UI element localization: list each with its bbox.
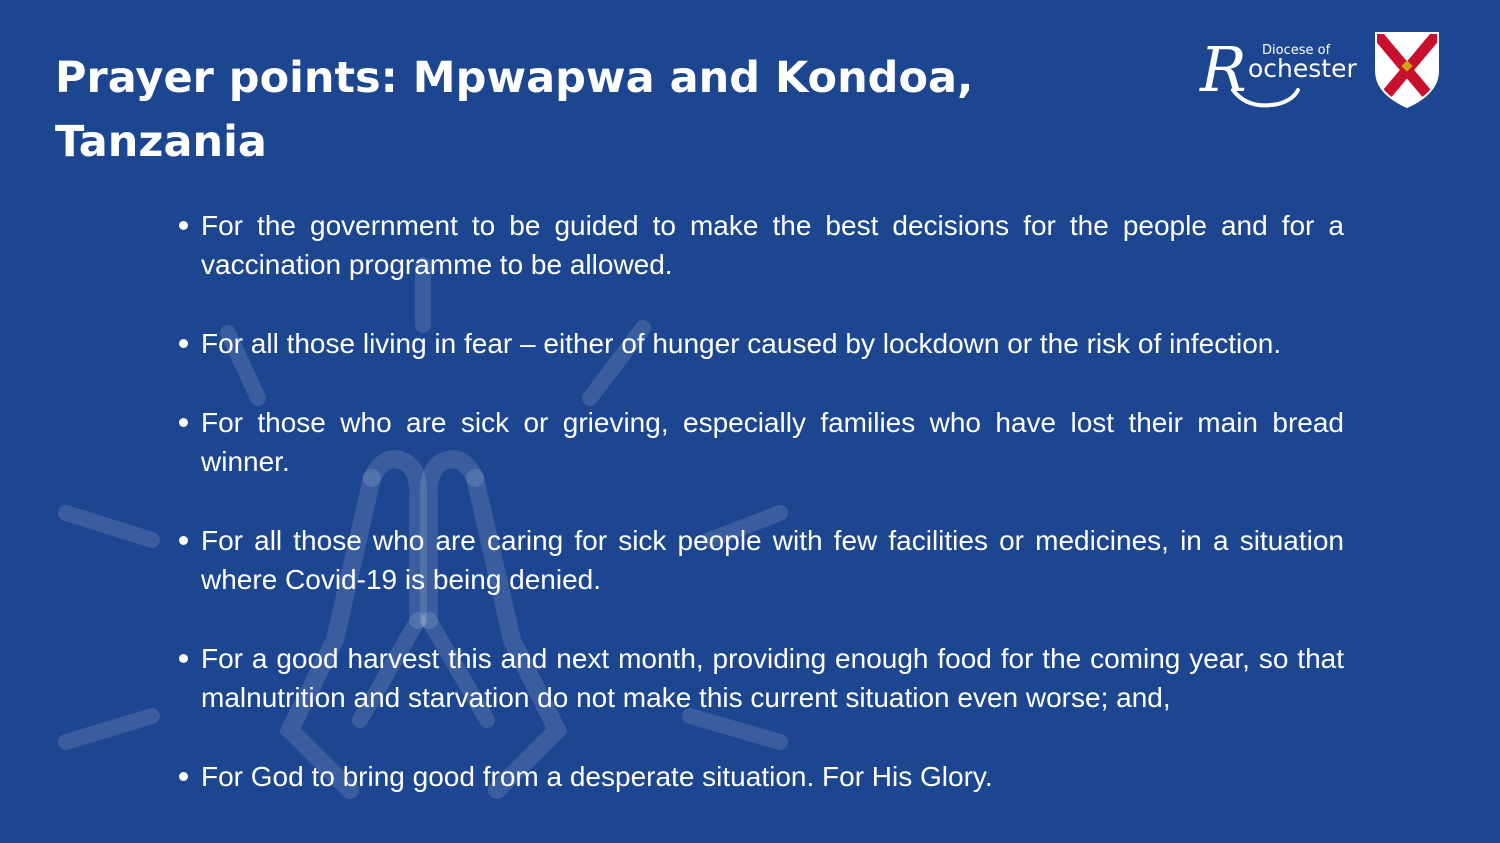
bullet-icon [179, 339, 188, 348]
bullet-icon [179, 772, 188, 781]
logo-small-text: Diocese of [1262, 43, 1331, 58]
bullet-icon [179, 418, 188, 427]
list-item [178, 757, 1344, 796]
list-item [178, 403, 1344, 481]
list-item-text: For the government to be guided to make the best decisions for the people and for a vaccination programme to be allowed. [201, 210, 1344, 280]
script-r-letter: R [1200, 33, 1247, 106]
page-title-line-2: Tanzania [55, 117, 267, 167]
list-item [178, 521, 1344, 599]
list-item [178, 639, 1344, 717]
list-item-text: For God to bring good from a desperate situation. For His Glory. [201, 761, 993, 792]
shield-icon [1374, 31, 1440, 109]
diocese-logo [1198, 28, 1443, 112]
list-item-text: For all those who are caring for sick people with few facilities or medicines, in a situation where Covid-19 is being denied. [201, 525, 1344, 595]
list-item-text: For those who are sick or grieving, especially families who have lost their main bread winner. [201, 407, 1344, 477]
bullet-icon [179, 654, 188, 663]
logo-big-text: ochester [1248, 54, 1357, 83]
bullet-icon [179, 536, 188, 545]
list-item-text: For a good harvest this and next month, providing enough food for the coming year, so that malnutrition and starvation do not make this current situation even worse; and, [201, 643, 1344, 713]
list-item [178, 206, 1344, 284]
page-title-line-1: Prayer points: Mpwapwa and Kondoa, [55, 53, 974, 103]
list-item-text: For all those living in fear – either of hunger caused by lockdown or the risk of infection. [201, 328, 1282, 359]
prayer-points-list [178, 206, 1344, 796]
list-item [178, 324, 1344, 363]
page-title [55, 46, 1055, 174]
bullet-icon [179, 221, 188, 230]
